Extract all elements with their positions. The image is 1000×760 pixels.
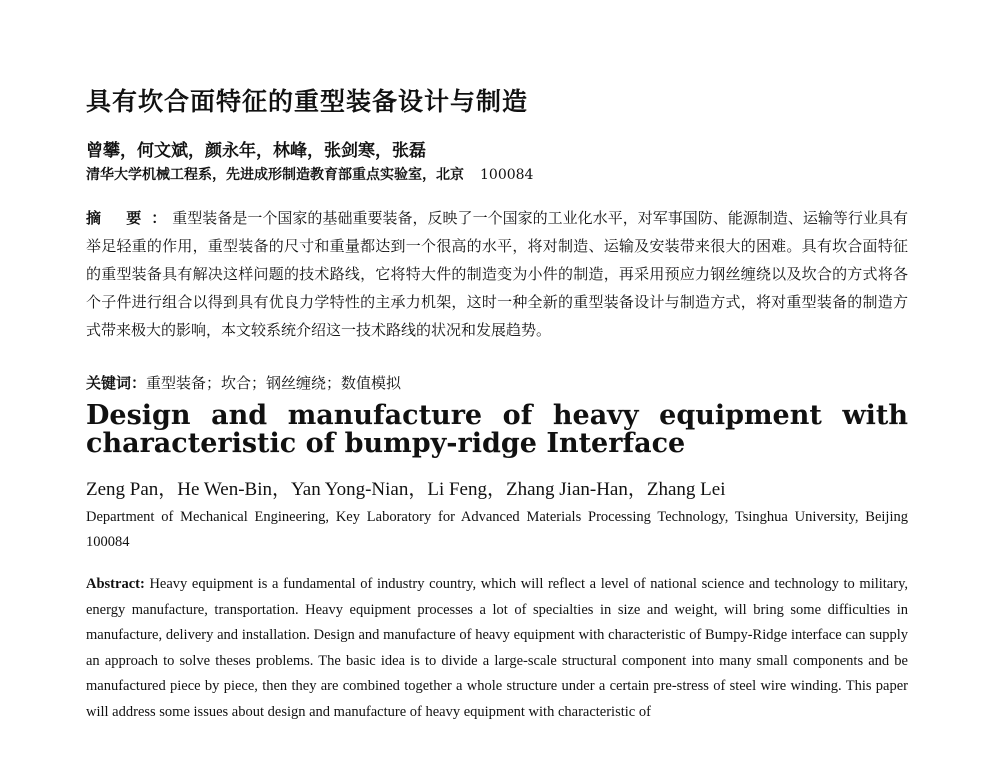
chinese-postcode: 100084 <box>480 167 534 183</box>
chinese-title: 具有坎合面特征的重型装备设计与制造 <box>86 87 529 116</box>
chinese-abstract <box>86 204 908 344</box>
english-abstract <box>86 572 908 725</box>
english-abstract-text: Heavy equipment is a fundamental of industry country, which will reflect a level of national science and technology to military, energy manufacture, transportation. Heavy equipment processes a lot of specialties in size and weight, will bring some difficulties in manufacture, delivery and installation. Design and manufacture of heavy equipment with characteristic of Bumpy-Ridge interface can supply an approach to solve theses problems. The basic idea is to divide a large-scale structural component into many small components and be manufactured piece by piece, then they are combined together a whole structure under a certain pre-stress of steel wire winding. This paper will address some issues about design and manufacture of heavy equipment with characteristic of <box>86 576 909 720</box>
chinese-abstract-text: 重型装备是一个国家的基础重要装备，反映了一个国家的工业化水平，对军事国防、能源制造、运输等行业具有举足轻重的作用，重型装备的尺寸和重量都达到一个很高的水平，将对制造、运输及安装带来很大的困难。具有坎合面特征的重型装备具有解决这样问题的技术路线，它将特大件的制造变为小件的制造，再采用预应力钢丝缠绕以及坎合的方式将各个子件进行组合以得到具有优良力学特性的主承力机架，这时一种全新的重型装备设计与制造方式，将对重型装备的制造方式带来极大的影响，本文较系统介绍这一技术路线的状况和发展趋势。 <box>86 209 908 339</box>
english-abstract-label: Abstract: <box>86 576 145 592</box>
chinese-keywords-label: 关键词： <box>86 374 147 392</box>
english-authors: Zeng Pan，He Wen-Bin，Yan Yong-Nian，Li Feng，Zhang Jian-Han，Zhang Lei <box>86 479 726 500</box>
english-title: Design and manufacture of heavy equipment with characteristic of bumpy-ridge Interface <box>86 400 908 459</box>
chinese-affiliation <box>86 164 533 184</box>
chinese-authors: 曾攀，何文斌，颜永年，林峰，张剑寒，张磊 <box>86 141 426 161</box>
chinese-keywords-text: 重型装备；坎合；钢丝缠绕；数值模拟 <box>146 374 402 392</box>
english-affiliation: Department of Mechanical Engineering, Key Laboratory for Advanced Materials Processing Technology, Tsinghua University, Beijing 100084 <box>86 509 908 550</box>
chinese-affiliation-text: 清华大学机械工程系，先进成形制造教育部重点实验室，北京 <box>86 167 464 183</box>
chinese-keywords <box>86 372 401 394</box>
chinese-abstract-label: 摘 要： <box>86 209 177 227</box>
